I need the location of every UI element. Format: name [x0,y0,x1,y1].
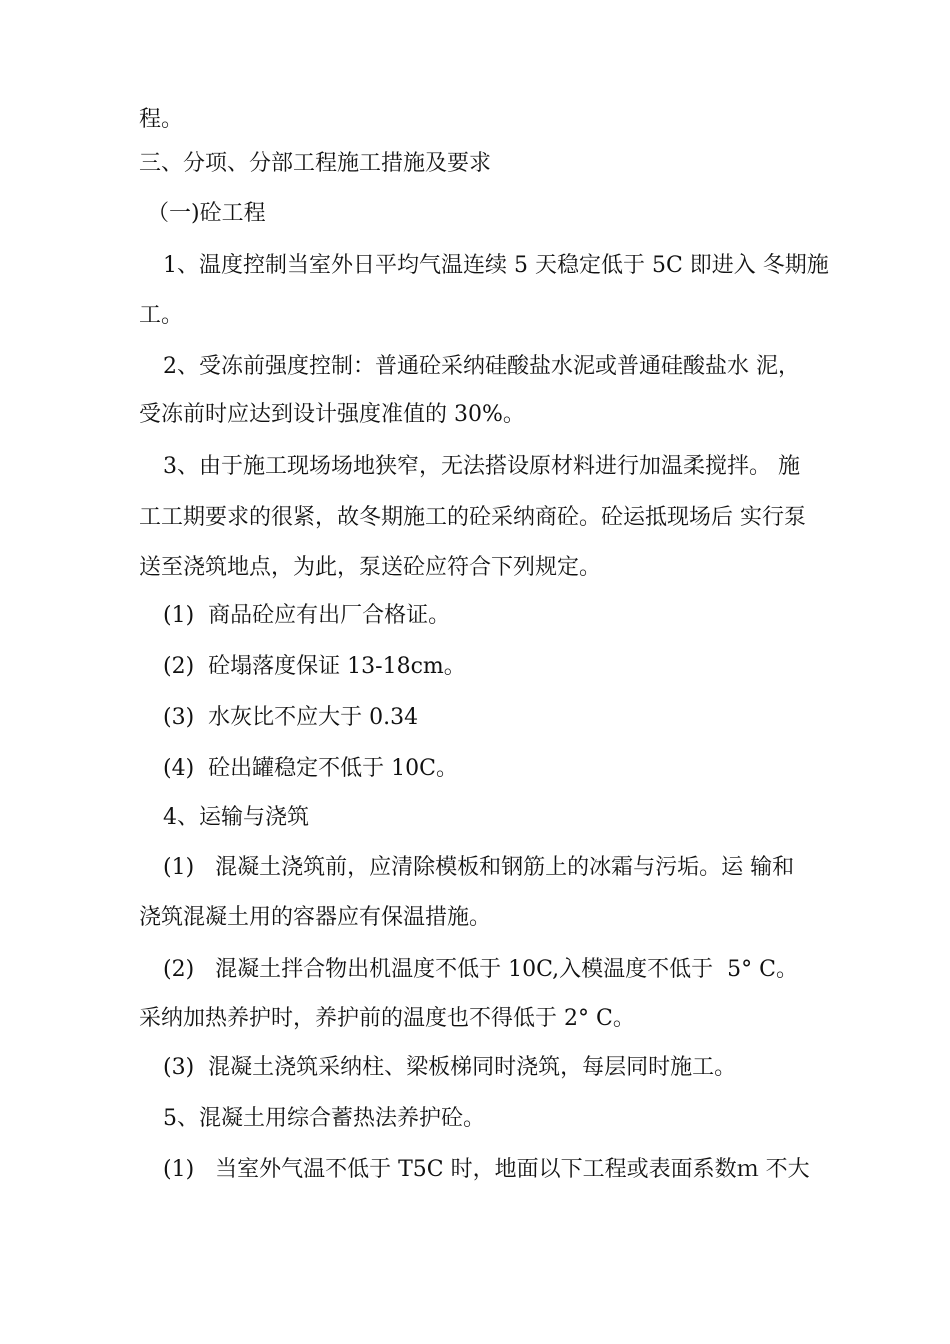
text-line-1: 程。 [139,107,184,132]
text-line-19: 采纳加热养护时，养护前的温度也不得低于 2° C。 [139,1006,635,1031]
list-item-5: (1) 混凝土浇筑前，应清除模板和钢筋上的冰霜与污垢。运 输和 [163,855,795,880]
text-line-15: 4、运输与浇筑 [163,805,309,830]
text-line-5: 工。 [139,303,184,328]
subsection-heading-concrete: （一)砼工程 [147,201,266,226]
section-heading-3: 三、分项、分部工程施工措施及要求 [139,151,492,176]
list-item-1: (1) 商品砼应有出厂合格证。 [163,603,451,628]
list-item-2: (2) 砼塌落度保证 13-18cm。 [163,654,466,679]
list-item-6: (2) 混凝土拌合物出机温度不低于 10C,入模温度不低于 5° C。 [163,957,798,982]
list-item-4: (4) 砼出罐稳定不低于 10C。 [163,756,458,781]
text-line-7: 受冻前时应达到设计强度准值的 30%。 [139,402,525,427]
text-line-4: 1、温度控制当室外日平均气温连续 5 天稳定低于 5C 即进入 冬期施 [163,253,829,278]
text-line-6: 2、受冻前强度控制：普通砼采纳硅酸盐水泥或普通硅酸盐水 泥， [163,354,800,379]
text-line-9: 工工期要求的很紧，故冬期施工的砼采纳商砼。砼运抵现场后 实行泵 [139,505,806,530]
list-item-3: (3) 水灰比不应大于 0.34 [163,705,419,730]
text-line-8: 3、由于施工现场场地狭窄，无法搭设原材料进行加温柔搅拌。 施 [163,454,800,479]
text-line-17: 浇筑混凝土用的容器应有保温措施。 [139,905,492,930]
list-item-7: (3) 混凝土浇筑采纳柱、梁板梯同时浇筑，每层同时施工。 [163,1055,737,1080]
list-item-8: (1) 当室外气温不低于 T5C 时，地面以下工程或表面系数ｍ 不大 [163,1157,810,1182]
text-line-10: 送至浇筑地点，为此，泵送砼应符合下列规定。 [139,555,602,580]
text-line-21: 5、混凝土用综合蓄热法养护砼。 [163,1106,485,1131]
